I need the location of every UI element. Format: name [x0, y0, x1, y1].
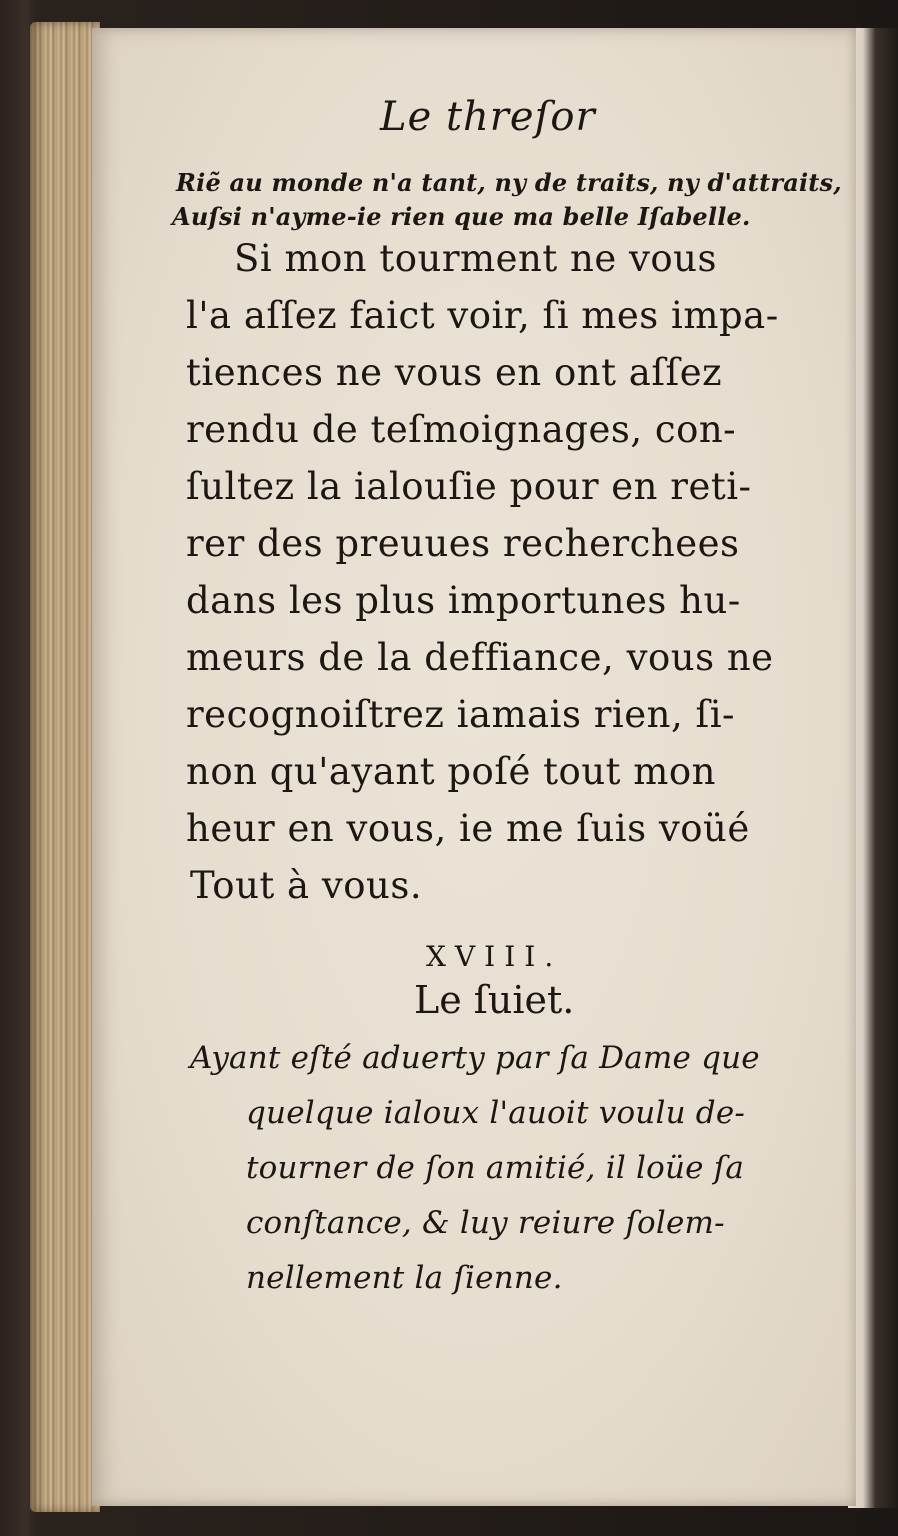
- letter-line: rer des preuues recherchees: [186, 522, 740, 565]
- letter-line: recognoiſtrez iamais rien, ſi-: [186, 693, 736, 736]
- argument-line: conſtance, & luy reiure ſolem-: [246, 1205, 725, 1241]
- letter-line: dans les plus importunes hu-: [186, 579, 741, 622]
- running-head: Le threſor: [380, 94, 596, 140]
- letter-line: meurs de la deffiance, vous ne: [186, 636, 774, 679]
- argument-line: tourner de ſon amitié, il loüe ſa: [246, 1150, 745, 1186]
- letter-line: heur en vous, ie me ſuis voüé: [186, 807, 750, 850]
- book-page: [92, 28, 856, 1506]
- letter-line: rendu de teſmoignages, con-: [186, 408, 737, 451]
- letter-line: l'a aſſez faict voir, ſi mes impa-: [186, 294, 779, 337]
- letter-line: ſultez la ialouſie pour en reti-: [186, 465, 752, 508]
- argument-line: quelque ialoux l'auoit voulu de-: [246, 1095, 746, 1131]
- letter-closing: Tout à vous.: [190, 864, 423, 907]
- book-page-edges: [30, 22, 100, 1512]
- letter-line: non qu'ayant poſé tout mon: [186, 750, 716, 793]
- argument-line: nellement la ſienne.: [246, 1260, 563, 1296]
- argument-line: Ayant eſté aduerty par ſa Dame que: [190, 1040, 760, 1076]
- verse-line-2: Auſsi n'ayme-ie rien que ma belle Iſabelle.: [172, 202, 751, 231]
- letter-line: tiences ne vous en ont aſſez: [186, 351, 723, 394]
- letter-line: Si mon tourment ne vous: [234, 237, 717, 280]
- section-subject: Le ſuiet.: [414, 978, 575, 1022]
- section-number: XVIII.: [426, 940, 563, 973]
- verse-line-1: Riẽ au monde n'a tant, ny de traits, ny d'attraits,: [176, 168, 842, 197]
